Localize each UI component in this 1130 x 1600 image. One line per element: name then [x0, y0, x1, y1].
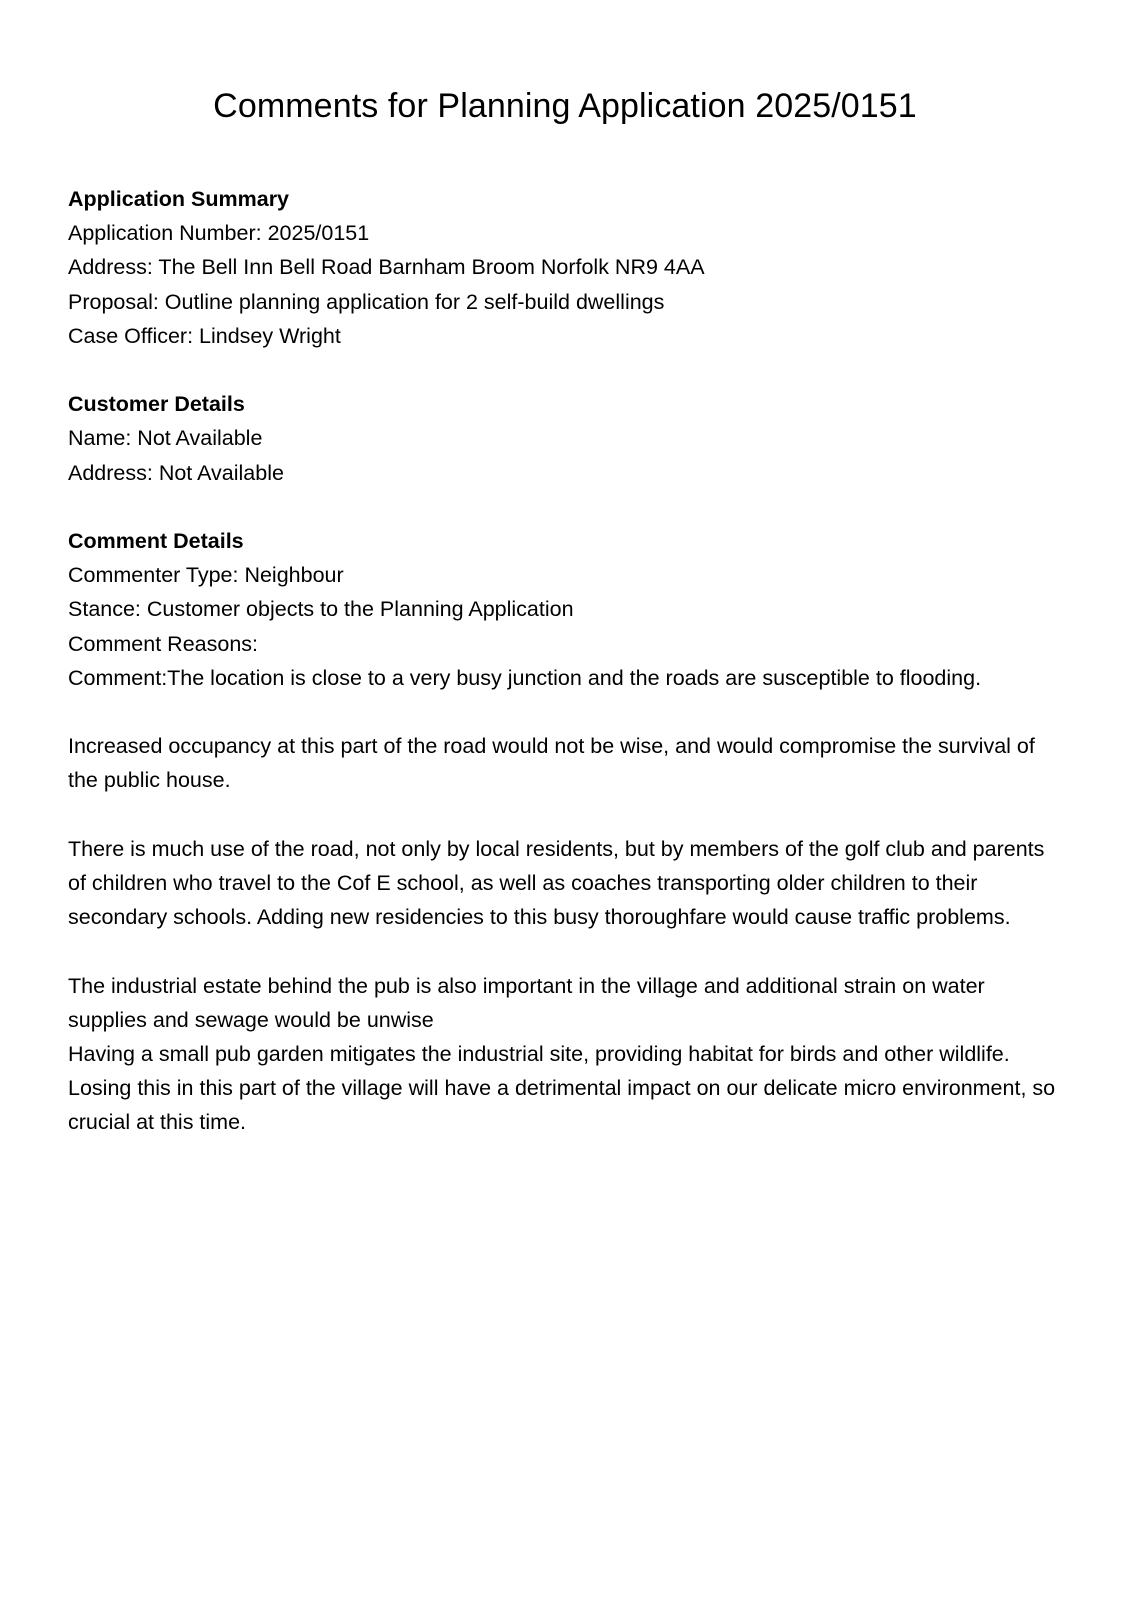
comment-stance: Stance: Customer objects to the Planning Application [68, 597, 574, 622]
comment-reasons: Comment Reasons: [68, 631, 258, 656]
customer-details-section [68, 387, 1062, 490]
customer-address: Address: Not Available [68, 460, 284, 485]
document-content [68, 182, 1062, 1140]
page-title: Comments for Planning Application 2025/0151 [213, 87, 917, 125]
comment-details-section [68, 524, 1062, 1140]
application-summary-heading: Application Summary [68, 187, 290, 211]
application-address: Address: The Bell Inn Bell Road Barnham Broom Norfolk NR9 4AA [68, 255, 705, 280]
customer-details-heading: Customer Details [68, 392, 245, 417]
application-number: Application Number: 2025/0151 [68, 221, 370, 246]
comment-paragraph: Having a small pub garden mitigates the industrial site, providing habitat for birds and other wildlife. Losing this in this part of the village will have a detrimental impact on our delicate micro environment, so crucial at this time. [68, 1042, 1056, 1135]
comment-paragraph: The industrial estate behind the pub is also important in the village and additional strain on water supplies and sewage would be unwise [68, 973, 985, 1032]
commenter-type: Commenter Type: Neighbour [68, 563, 344, 588]
comment-paragraph: There is much use of the road, not only by local residents, but by members of the golf club and parents of children who travel to the Cof E school, as well as coaches transporting older children to their secondary schools. Adding new residencies to this busy thoroughfare would cause traffic problems. [68, 836, 1045, 930]
comment-paragraph: Comment:The location is close to a very busy junction and the roads are susceptible to flooding. [68, 665, 982, 690]
customer-name: Name: Not Available [68, 426, 263, 451]
application-proposal: Proposal: Outline planning application for 2 self-build dwellings [68, 289, 665, 314]
comment-details-heading: Comment Details [68, 529, 244, 553]
application-summary-section [68, 182, 1062, 353]
case-officer: Case Officer: Lindsey Wright [68, 323, 341, 348]
comment-paragraph: Increased occupancy at this part of the road would not be wise, and would compromise the survival of the public house. [68, 734, 1035, 793]
